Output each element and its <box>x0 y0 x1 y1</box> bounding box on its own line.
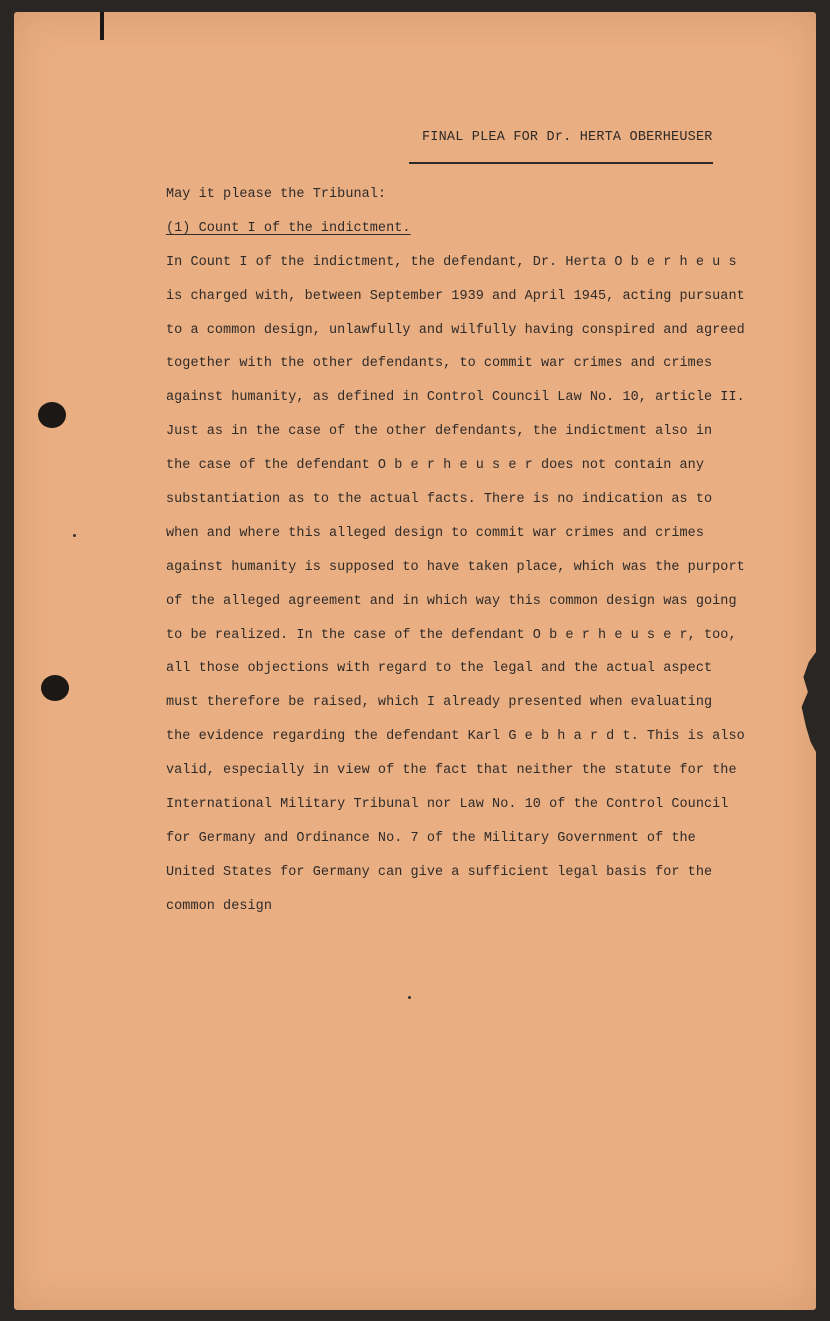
header-underline <box>409 162 713 164</box>
body-line: common design <box>166 898 272 914</box>
body-line: of the alleged agreement and in which way this common design was going <box>166 593 737 609</box>
salutation: May it please the Tribunal: <box>166 187 387 202</box>
body-line: against humanity is supposed to have taken place, which was the purport <box>166 559 745 575</box>
body-line: United States for Germany can give a sufficient legal basis for the <box>166 864 713 880</box>
body-line: valid, especially in view of the fact that neither the statute for the <box>166 763 737 779</box>
body-line: the evidence regarding the defendant Karl G e b h a r d t. This is also <box>166 729 745 745</box>
body-line: against humanity, as defined in Control Council Law No. 10, article II. <box>166 390 745 406</box>
body-line: when and where this alleged design to commit war crimes and crimes <box>166 525 704 541</box>
body-line: International Military Tribunal nor Law No. 10 of the Control Council <box>166 797 729 813</box>
document-body <box>166 178 766 924</box>
body-line: Just as in the case of the other defendants, the indictment also in <box>166 424 713 440</box>
ink-spot <box>408 996 411 999</box>
ink-spot <box>73 534 76 537</box>
body-line: to a common design, unlawfully and wilfully having conspired and agreed <box>166 322 745 338</box>
body-line: is charged with, between September 1939 and April 1945, acting pursuant <box>166 288 745 304</box>
paper-tear <box>798 652 816 752</box>
body-line: all those objections with regard to the legal and the actual aspect <box>166 661 713 677</box>
section-heading: (1) Count I of the indictment. <box>166 220 411 236</box>
body-line: In Count I of the indictment, the defendant, Dr. Herta O b e r h e u s <box>166 254 737 270</box>
edge-ink-mark <box>100 12 104 40</box>
body-line: the case of the defendant O b e r h e u s e r does not contain any <box>166 458 704 474</box>
body-line: substantiation as to the actual facts. There is no indication as to <box>166 492 713 508</box>
body-line: to be realized. In the case of the defendant O b e r h e u s e r, too, <box>166 627 737 643</box>
body-line: for Germany and Ordinance No. 7 of the Military Government of the <box>166 830 696 846</box>
body-line: must therefore be raised, which I already presented when evaluating <box>166 695 713 711</box>
punch-hole-bottom <box>41 675 69 701</box>
document-header: FINAL PLEA FOR Dr. HERTA OBERHEUSER <box>422 130 713 145</box>
punch-hole-top <box>38 402 66 428</box>
body-line: together with the other defendants, to commit war crimes and crimes <box>166 356 713 372</box>
